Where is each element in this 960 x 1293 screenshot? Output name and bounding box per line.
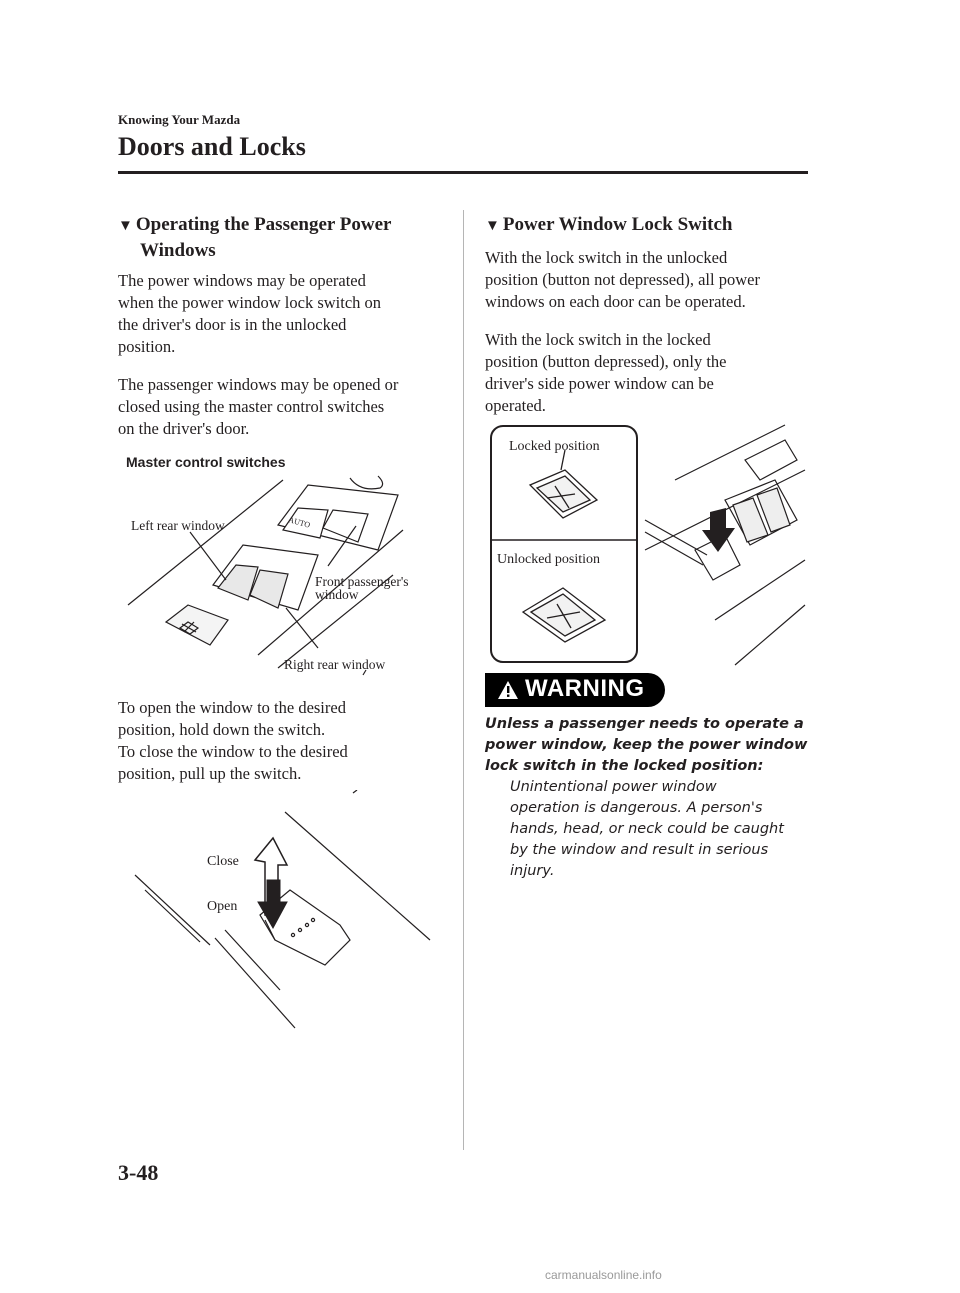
label-front-passenger-window-line2: window: [315, 587, 359, 602]
paragraph-power-windows: [118, 270, 381, 358]
label-open: Open: [207, 899, 238, 914]
text-line: driver's side power window can be: [485, 374, 714, 393]
figure-caption-master-switches: Master control switches: [126, 454, 286, 470]
text-line: operated.: [485, 396, 546, 415]
auto-switch-label: AUTO: [287, 515, 312, 530]
section-heading-passenger-windows-line2: Windows: [140, 240, 216, 261]
text-line: With the lock switch in the unlocked: [485, 248, 728, 267]
text-line: position, pull up the switch.: [118, 764, 302, 783]
label-left-rear-window: Left rear window: [131, 518, 225, 533]
text-line: the driver's door is in the unlocked: [118, 315, 347, 334]
text-line: hands, head, or neck could be caught: [510, 821, 784, 837]
text-line: Unless a passenger needs to operate a: [485, 716, 804, 732]
column-divider: [463, 210, 464, 1150]
warning-label: WARNING: [525, 675, 645, 702]
label-front-passenger-window: Front passenger's: [315, 574, 409, 589]
master-control-switches-illustration: [118, 470, 448, 680]
text-line: closed using the master control switches: [118, 397, 385, 416]
text-line: operation is dangerous. A person's: [510, 800, 763, 816]
text-line: windows on each door can be operated.: [485, 292, 746, 311]
text-line: position (button depressed), only the: [485, 352, 727, 371]
text-line: on the driver's door.: [118, 419, 250, 438]
paragraph-open-close: [118, 697, 348, 785]
warning-body-text: [510, 777, 784, 882]
text-line: position, hold down the switch.: [118, 720, 326, 739]
warning-bold-text: [485, 714, 807, 777]
running-header-subtitle: Knowing Your Mazda: [118, 112, 241, 127]
lock-switch-illustration: [485, 420, 815, 670]
section-heading-lock-switch: ▼ Power Window Lock Switch: [485, 214, 733, 235]
text-line: by the window and result in serious: [510, 842, 769, 858]
triangle-bullet-icon: ▼: [118, 218, 133, 234]
text-line: Unintentional power window: [510, 779, 717, 795]
text-line: lock switch in the locked position:: [485, 758, 764, 774]
triangle-bullet-icon: ▼: [485, 218, 500, 234]
page-number: 3-48: [118, 1160, 159, 1185]
paragraph-master-switches: [118, 374, 398, 440]
text-line: To open the window to the desired: [118, 698, 346, 717]
text-line: injury.: [510, 863, 555, 879]
text-line: With the lock switch in the locked: [485, 330, 711, 349]
open-close-switch-illustration: [125, 790, 445, 1035]
page-title: Doors and Locks: [118, 132, 306, 161]
text-line: The power windows may be operated: [118, 271, 366, 290]
text-line: position (button not depressed), all power: [485, 270, 760, 289]
label-close: Close: [207, 854, 239, 869]
label-locked-position: Locked position: [509, 439, 600, 454]
paragraph-locked: [485, 329, 727, 417]
text-line: when the power window lock switch on: [118, 293, 382, 312]
text-line: The passenger windows may be opened or: [118, 375, 399, 394]
text-line: To close the window to the desired: [118, 742, 348, 761]
text-line: position.: [118, 337, 176, 356]
text-line: power window, keep the power window: [485, 737, 808, 753]
footer-watermark: carmanualsonline.info: [545, 1268, 662, 1282]
label-right-rear-window: Right rear window: [284, 657, 386, 672]
paragraph-unlocked: [485, 247, 760, 313]
label-unlocked-position: Unlocked position: [497, 552, 601, 567]
header-rule: [118, 171, 808, 174]
section-heading-passenger-windows: ▼ Operating the Passenger Power: [118, 214, 392, 235]
warning-exclamation-icon: [497, 680, 519, 700]
